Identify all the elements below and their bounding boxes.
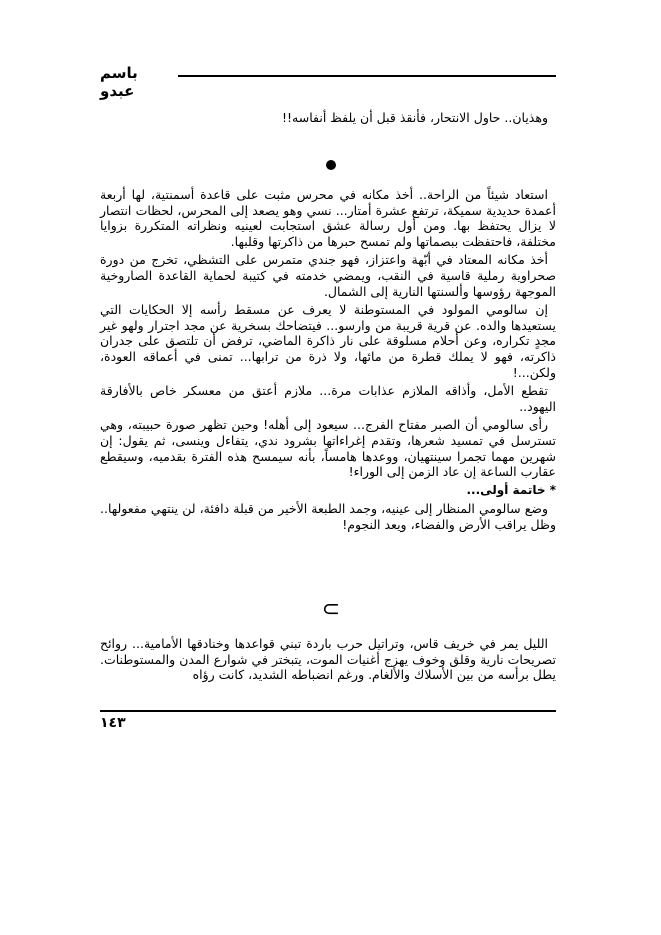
header-rule: [178, 75, 556, 77]
paragraph: تقطع الأمل، وأذاقه الملازم عذابات مرة... ملازم أعتق من معسكر خاص بالأفارقة اليهود..: [100, 383, 556, 414]
author-name: باسم عبدو: [100, 64, 138, 100]
page-footer: [100, 710, 556, 731]
section-separator-icon: ⊂: [321, 597, 341, 622]
paragraph: أخذ مكانه المعتاد في أبّهة واعتزاز، فهو جندي متمرس على التشظي، تخرج من دورة صحراوية رملية قاسية في النقب، ويمضي خدمته في كتيبة لحماية القاعدة الصاروخية الموجهة رؤوسها وألسنتها النارية إلى الشمال.: [100, 252, 556, 299]
paragraph: إن سالومي المولود في المستوطنة لا يعرف عن مسقط رأسه إلا الحكايات التي يستعيدها والده. عن قرية قريبة من وارسو... فيتضاحك بسخرية عن مجد اجترار ولهو غير مجدٍ تكراره، وعن أحلام مسلوقة على نار ذاكرة الماضي، ترفض أن تلتصق على جدران ذاكرته، فهو لا يملك قطرة من مائها، ولا ذرة من ترابها... تمنى في أعماقه العودة، ولكن...!: [100, 302, 556, 380]
subheading: * خاتمة أولى...: [466, 482, 556, 497]
opening-line: [100, 110, 556, 129]
section-bullet-icon: [326, 160, 336, 170]
paragraph: الليل يمر في خريف قاس، وتراتيل حرب باردة تبني قواعدها وخنادقها الأمامية... روائح تصريحات نارية وقلق وخوف يهزج أغنيات الموت، يتبختر في شوارع المدن والمستوطنات. يطل برأسه من بين الأسلاك والألغام. ورغم انضباطه الشديد، كانت رؤاه: [100, 636, 556, 683]
paragraph: رأى سالومي أن الصبر مفتاح الفرج... سيعود إلى أهله! وحين تظهر صورة حبيبته، وهي تسترسل في تمسيد شعرها، وتقدم إغراءاتها بشرود ندي، يتفاءل وينسى، ثم يقول: إن شهرين مهما تجمرا سينتهيان، ووعدها هامساً، بأنه سيمسح هذه الفترة بقدميه، وسيقطع عقارب الساعة إن عاد الزمن إلى الوراء!: [100, 417, 556, 480]
closing-paragraph: وضع سالومي المنظار إلى عينيه، وجمد الطبعة الأخير من قبلة دافئة، لن ينتهي مفعولها.. وظل يراقب الأرض والفضاء، ويعد النجوم!: [100, 501, 556, 532]
section-one: [100, 187, 556, 535]
section-two: [100, 636, 556, 686]
footer-rule: [100, 710, 556, 712]
paragraph: استعاد شيئاً من الراحة.. أخذ مكانه في محرس مثبت على قاعدة أسمنتية، لها أربعة أعمدة حديدية سميكة، ترتفع عشرة أمتار... نسي وهو يصعد إلى المحرس، لحظات انتصار لا يزال يحتفظ بها. ومن أول رسالة عشق استجابت لعينيه ونظراته المتكررة بزوايا مختلفة، فاحتفظت ببصماتها ولم تمسح حبرها من ذاكرتها وقلبها.: [100, 187, 556, 249]
opening-paragraph: وهذيان.. حاول الانتحار، فأنقذ قبل أن يلفظ أنفاسه!!: [282, 110, 548, 125]
running-header: [100, 64, 556, 100]
page-number: ١٤٣: [100, 715, 126, 731]
